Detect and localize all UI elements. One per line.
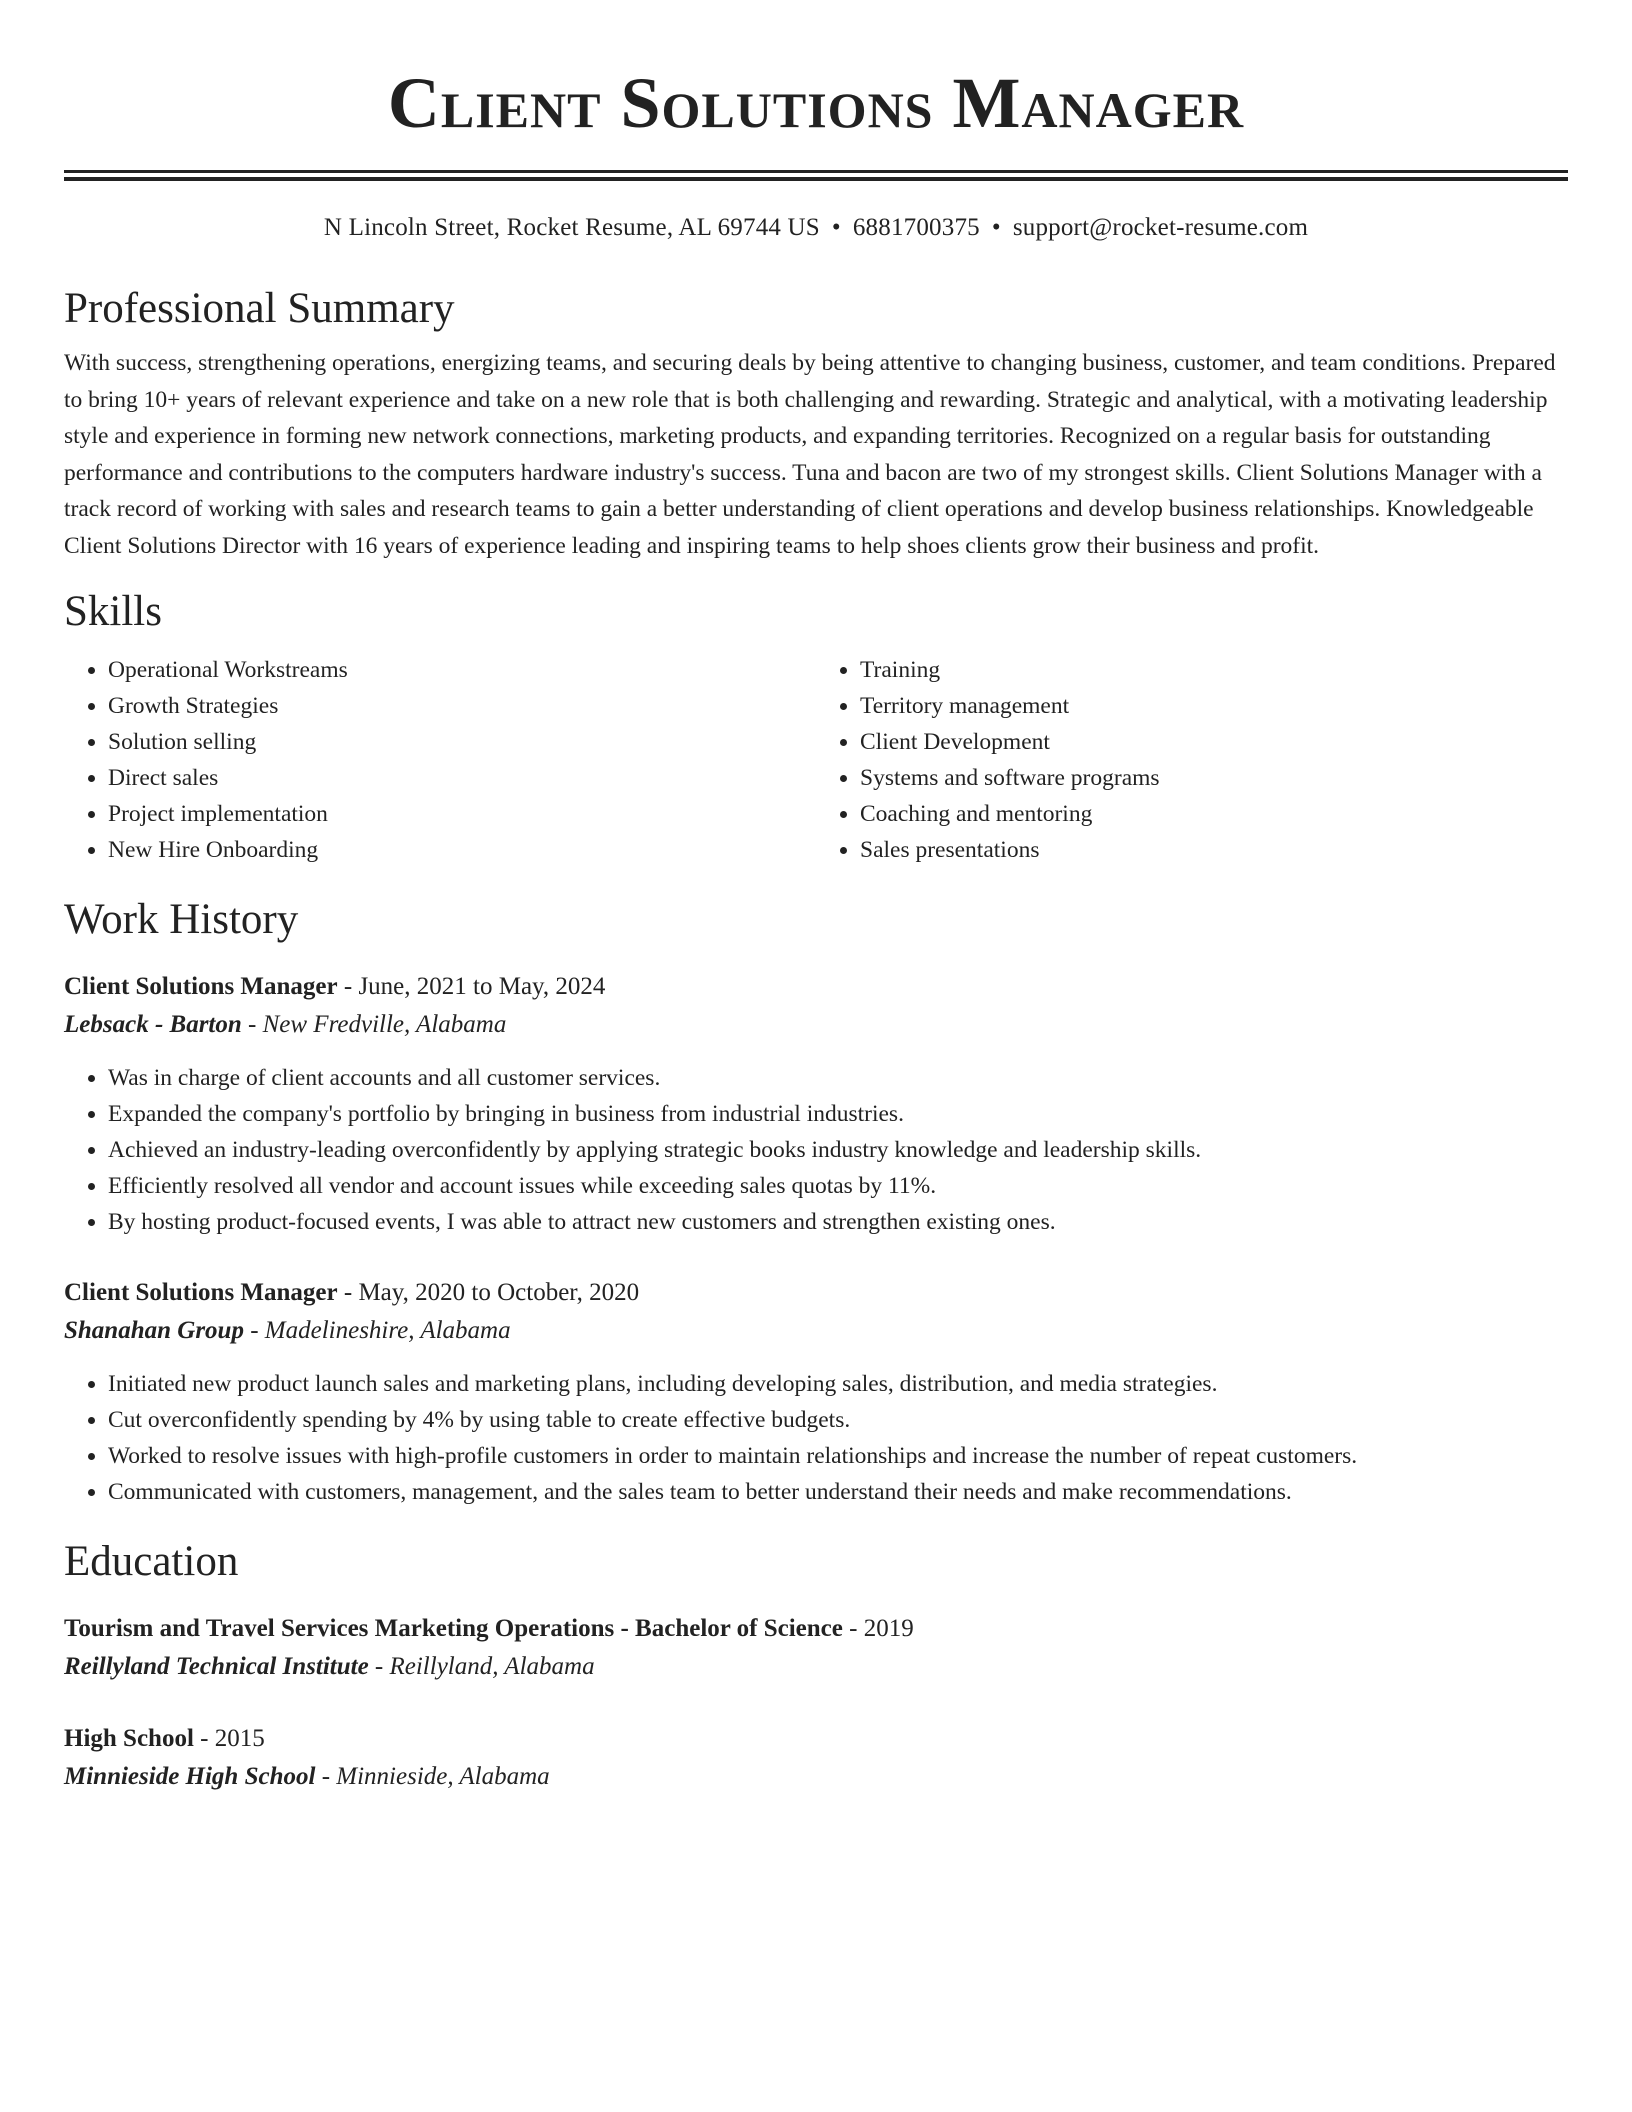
- skill-item: • Territory management: [860, 688, 1568, 724]
- skill-item: • Growth Strategies: [108, 688, 816, 724]
- job-company: Lebsack - Barton: [64, 1011, 242, 1038]
- job-bullet: • Initiated new product launch sales and marketing plans, including developing sales, distribution, and media strategies.: [108, 1366, 1568, 1402]
- education-degree: Tourism and Travel Services Marketing Operations - Bachelor of Science: [64, 1615, 843, 1642]
- work-history-heading: Work History: [64, 896, 299, 943]
- skill-item: • Solution selling: [108, 724, 816, 760]
- job-title: Client Solutions Manager: [64, 1279, 338, 1306]
- job-header: [64, 1274, 1568, 1312]
- skill-item: • New Hire Onboarding: [108, 832, 816, 868]
- job-bullet: • Worked to resolve issues with high-profile customers in order to maintain relationships and increase the number of repeat customers.: [108, 1438, 1568, 1474]
- job-dates: - May, 2020 to October, 2020: [337, 1279, 640, 1306]
- skill-item: • Client Development: [860, 724, 1568, 760]
- header-double-rule: [64, 170, 1568, 181]
- job-bullet: • Expanded the company's portfolio by bringing in business from industrial industries.: [108, 1096, 1568, 1132]
- summary-text: With success, strengthening operations, energizing teams, and securing deals by being attentive to changing business, customer, and team conditions. Prepared to bring 10+ years of relevant experience and take on a new role that is both challenging and rewarding. Strategic and analytical, with a motivating leadership style and experience in forming new network connections, marketing products, and expanding territories. Recognized on a regular basis for outstanding performance and contributions to the computers hardware industry's success. Tuna and bacon are two of my strongest skills. Client Solutions Manager with a track record of working with sales and research teams to gain a better understanding of client operations and develop business relationships. Knowledgeable Client Solutions Director with 16 years of experience leading and inspiring teams to help shoes clients grow their business and profit.: [64, 350, 1556, 559]
- skills-left-list: [64, 652, 816, 868]
- job-location: - Madelineshire, Alabama: [243, 1317, 511, 1344]
- contact-line: [64, 211, 1568, 245]
- education-entry: [64, 1610, 1568, 1686]
- education-school-line: [64, 1758, 1568, 1796]
- job-bullet: • Achieved an industry-leading overconfidently by applying strategic books industry knowledge and leadership skills.: [108, 1132, 1568, 1168]
- skill-item: • Direct sales: [108, 760, 816, 796]
- skill-item: • Training: [860, 652, 1568, 688]
- job-title: Client Solutions Manager: [64, 973, 338, 1000]
- skill-item: • Coaching and mentoring: [860, 796, 1568, 832]
- skill-item: • Sales presentations: [860, 832, 1568, 868]
- skills-heading: Skills: [64, 588, 162, 635]
- education-school: Reillyland Technical Institute: [64, 1653, 369, 1680]
- job-entry: [64, 1274, 1568, 1510]
- job-bullet: • By hosting product-focused events, I was able to attract new customers and strengthen existing ones.: [108, 1204, 1568, 1240]
- skill-item: • Project implementation: [108, 796, 816, 832]
- job-bullets: [64, 1366, 1568, 1510]
- education-location: - Reillyland, Alabama: [368, 1653, 595, 1680]
- job-bullet: • Communicated with customers, management, and the sales team to better understand their needs and make recommendations.: [108, 1474, 1568, 1510]
- job-company: Shanahan Group: [64, 1317, 244, 1344]
- education-year: - 2015: [193, 1725, 265, 1752]
- education-degree: High School: [64, 1725, 194, 1752]
- job-location: - New Fredville, Alabama: [241, 1011, 507, 1038]
- contact-separator: •: [991, 214, 1001, 241]
- contact-email: support@rocket-resume.com: [1012, 214, 1309, 241]
- job-header: [64, 968, 1568, 1006]
- skills-columns: [64, 652, 1568, 868]
- job-entry: [64, 968, 1568, 1240]
- education-year: - 2019: [842, 1615, 914, 1642]
- education-location: - Minnieside, Alabama: [315, 1763, 550, 1790]
- education-entry: [64, 1720, 1568, 1796]
- candidate-name: Client Solutions Manager: [387, 63, 1245, 143]
- job-bullets: [64, 1060, 1568, 1240]
- skill-item: • Systems and software programs: [860, 760, 1568, 796]
- job-bullet: • Was in charge of client accounts and all customer services.: [108, 1060, 1568, 1096]
- skills-right-list: [816, 652, 1568, 868]
- job-dates: - June, 2021 to May, 2024: [337, 973, 606, 1000]
- education-school-line: [64, 1648, 1568, 1686]
- summary-heading: Professional Summary: [64, 285, 455, 332]
- job-bullet: • Cut overconfidently spending by 4% by using table to create effective budgets.: [108, 1402, 1568, 1438]
- job-company-line: [64, 1006, 1568, 1044]
- education-heading: Education: [64, 1538, 239, 1585]
- education-header: [64, 1720, 1568, 1758]
- job-company-line: [64, 1312, 1568, 1350]
- education-header: [64, 1610, 1568, 1648]
- contact-phone: 6881700375: [852, 214, 980, 241]
- education-school: Minnieside High School: [64, 1763, 316, 1790]
- skill-item: • Operational Workstreams: [108, 652, 816, 688]
- job-bullet: • Efficiently resolved all vendor and account issues while exceeding sales quotas by 11%.: [108, 1168, 1568, 1204]
- contact-separator: •: [831, 214, 841, 241]
- contact-address: N Lincoln Street, Rocket Resume, AL 69744 US: [323, 214, 820, 241]
